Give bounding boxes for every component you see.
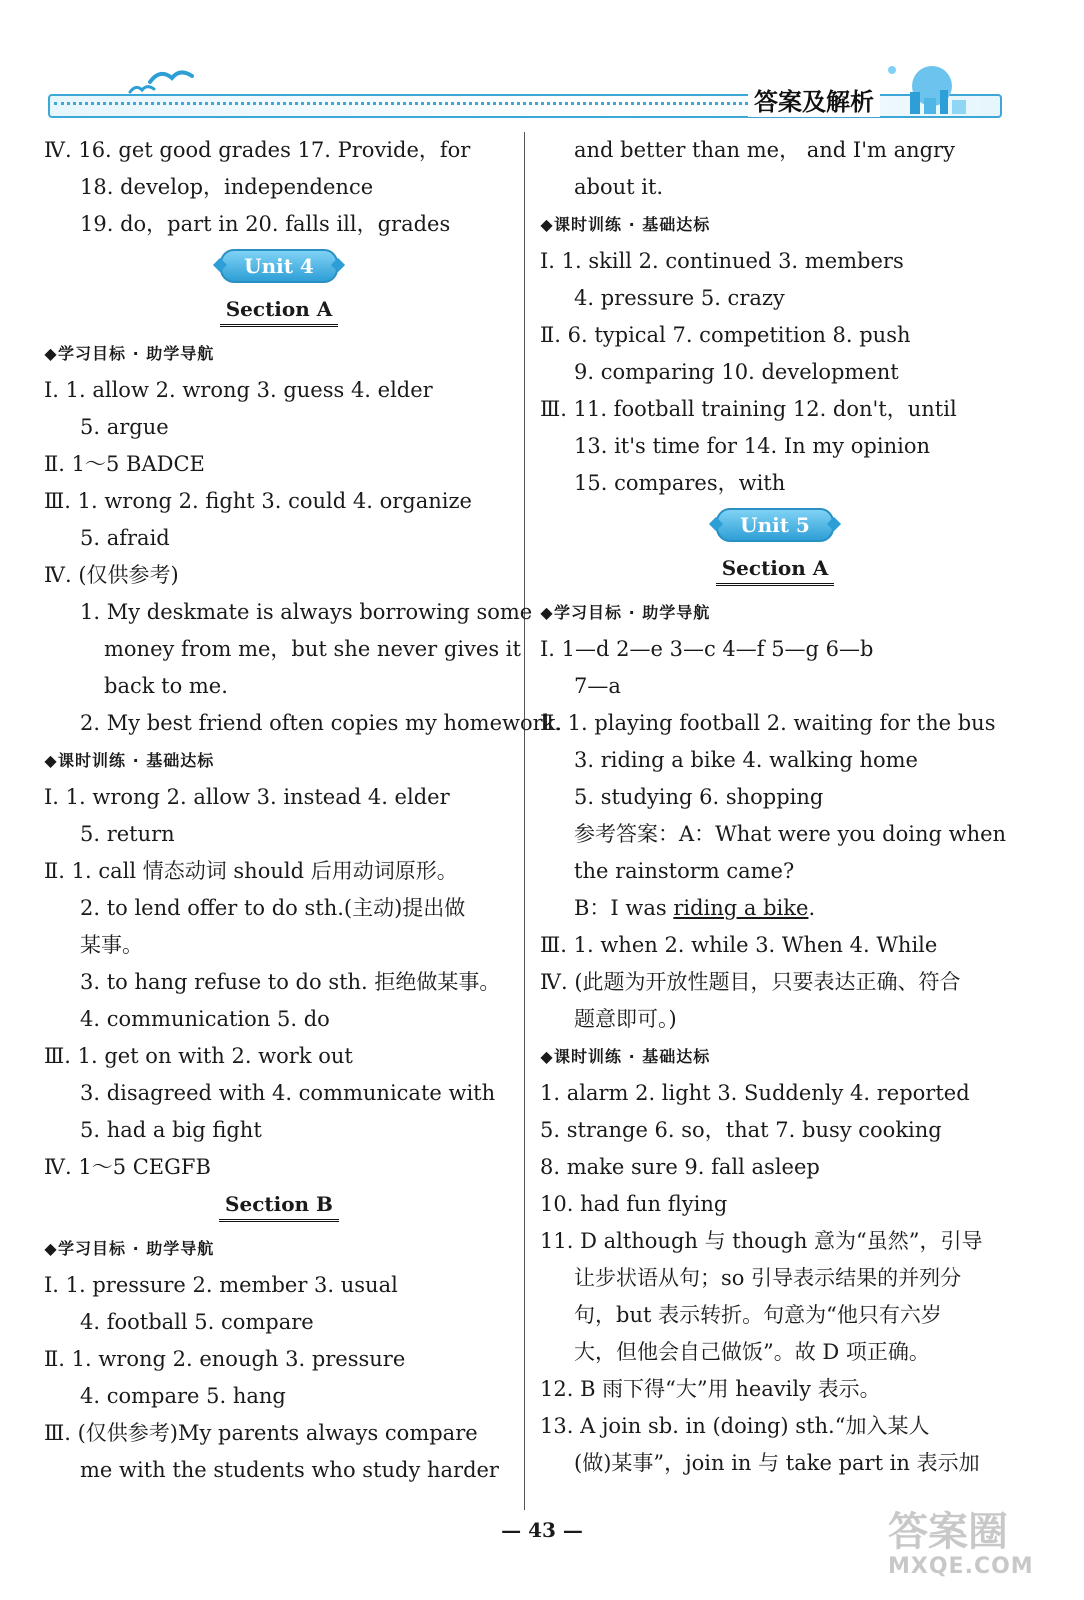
section-label: Section A [716,553,835,586]
section-heading [44,291,514,335]
answer-line: 2. to lend offer to do sth.(主动)提出做 [80,896,466,920]
answer-line: 大，但他会自己做饭”。故 D 项正确。 [574,1340,930,1364]
subsection-label: 学习目标 · 助学导航 [58,1239,215,1258]
left-column [44,132,563,1489]
answer-line: 18. develop，independence [80,175,374,199]
answer-line: Ⅲ. 1. when 2. while 3. When 4. While [540,933,938,957]
answer-line: Ⅰ. 1. allow 2. wrong 3. guess 4. elder [44,378,433,402]
answer-line: 13. it's time for 14. In my opinion [574,434,930,458]
answer-line: the rainstorm came? [574,859,795,883]
answer-line: 3. to hang refuse to do sth. 拒绝做某事。 [80,970,501,994]
answer-line: 4. football 5. compare [80,1310,314,1334]
globe-city-decoration-icon [870,60,1000,120]
subsection-heading [540,1038,1010,1075]
answer-line: Ⅱ. 6. typical 7. competition 8. push [540,323,911,347]
answer-line: 5. strange 6. so，that 7. busy cooking [540,1118,942,1142]
answer-line: Ⅱ. 1. playing football 2. waiting for the bus [540,711,996,735]
section-label: Section B [219,1189,339,1222]
section-heading [540,550,1010,594]
answer-line: 15. compares，with [574,471,786,495]
answer-line: about it. [574,175,664,199]
answer-line: 12. B 雨下得“大”用 heavily 表示。 [540,1377,881,1401]
answer-line: 7—a [574,674,621,698]
answer-line: Ⅲ. 1. get on with 2. work out [44,1044,353,1068]
answer-line: 3. disagreed with 4. communicate with [80,1081,496,1105]
diamond-bullet-icon: ◆ [44,751,58,770]
answer-line: 1. My deskmate is always borrowing some [80,600,533,624]
line-text: B：I was [574,896,674,920]
answer-line: back to me. [104,674,228,698]
answer-line: 参考答案：A：What were you doing when [574,822,1007,846]
answer-line: 4. pressure 5. crazy [574,286,785,310]
column-divider [524,132,525,1510]
answer-line: Ⅰ. 1. skill 2. continued 3. members [540,249,904,273]
answer-line: Ⅲ. 1. wrong 2. fight 3. could 4. organize [44,489,472,513]
unit-label: Unit 4 [220,249,338,283]
answer-line: Ⅲ. (仅供参考)My parents always compare [44,1421,478,1445]
header-dotted-line [54,102,754,107]
subsection-heading [44,335,514,372]
answer-line: 9. comparing 10. development [574,360,899,384]
line-text: . [808,896,816,920]
answer-line: 10. had fun flying [540,1192,728,1216]
subsection-label: 学习目标 · 助学导航 [58,344,215,363]
answer-line: 4. communication 5. do [80,1007,330,1031]
answer-line: 13. A join sb. in (doing) sth.“加入某人 [540,1414,930,1438]
answer-line: 4. compare 5. hang [80,1384,286,1408]
diamond-bullet-icon: ◆ [540,1047,554,1066]
answer-line: Ⅳ. (仅供参考) [44,563,179,587]
answer-line: 5. argue [80,415,169,439]
header-title: 答案及解析 [748,82,880,117]
answer-line: 5. studying 6. shopping [574,785,824,809]
diamond-bullet-icon: ◆ [44,1239,58,1258]
subsection-heading [540,206,1010,243]
answer-line: 11. D although 与 though 意为“虽然”，引导 [540,1229,983,1253]
subsection-label: 学习目标 · 助学导航 [554,603,711,622]
answer-line: 句，but 表示转折。句意为“他只有六岁 [574,1303,942,1327]
answer-line: Ⅲ. 11. football training 12. don't，until [540,397,957,421]
answer-line: 某事。 [80,933,143,957]
answer-line: Ⅰ. 1. pressure 2. member 3. usual [44,1273,398,1297]
answer-line: Ⅳ. 1～5 CEGFB [44,1155,211,1179]
subsection-label: 课时训练 · 基础达标 [554,1047,711,1066]
diamond-bullet-icon: ◆ [44,344,58,363]
watermark-site: MXQE.COM [888,1554,1034,1579]
answer-line: 8. make sure 9. fall asleep [540,1155,820,1179]
answer-line: Ⅱ. 1. call 情态动词 should 后用动词原形。 [44,859,458,883]
answer-line: Ⅱ. 1. wrong 2. enough 3. pressure [44,1347,406,1371]
answer-line: and better than me， and I'm angry [574,138,955,162]
page-header [40,60,1000,130]
answer-line: me with the students who study harder [80,1458,499,1482]
watermark [888,1510,1078,1590]
subsection-heading [44,1230,514,1267]
answer-line: Ⅱ. 1～5 BADCE [44,452,205,476]
right-column [540,132,1010,1482]
subsection-label: 课时训练 · 基础达标 [554,215,711,234]
answer-line: 19. do，part in 20. falls ill，grades [80,212,451,236]
unit-banner [44,243,514,291]
answer-line: 1. alarm 2. light 3. Suddenly 4. reported [540,1081,970,1105]
answer-line: 题意即可。) [574,1007,677,1031]
diamond-bullet-icon: ◆ [540,215,554,234]
diamond-bullet-icon: ◆ [540,603,554,622]
answer-line: 5. had a big fight [80,1118,262,1142]
answer-line: 2. My best friend often copies my homework. [80,711,563,735]
subsection-heading [540,594,1010,631]
unit-label: Unit 5 [716,508,834,542]
unit-banner [540,502,1010,550]
answer-line [540,890,1010,927]
answer-line: Ⅰ. 1. wrong 2. allow 3. instead 4. elder [44,785,450,809]
underlined-text: riding a bike [673,896,809,920]
answer-line: 让步状语从句；so 引导表示结果的并列分 [574,1266,962,1290]
answer-line: Ⅳ. (此题为开放性题目，只要表达正确、符合 [540,970,961,994]
answer-line: Ⅰ. 1—d 2—e 3—c 4—f 5—g 6—b [540,637,874,661]
answer-line: 5. afraid [80,526,170,550]
answer-line: 5. return [80,822,175,846]
answer-line: 3. riding a bike 4. walking home [574,748,918,772]
section-label: Section A [220,294,339,327]
answer-line: (做)某事”，join in 与 take part in 表示加 [574,1451,980,1475]
answer-line: Ⅳ. 16. get good grades 17. Provide，for [44,138,471,162]
answer-line: money from me，but she never gives it [104,637,521,661]
subsection-label: 课时训练 · 基础达标 [58,751,215,770]
subsection-heading [44,742,514,779]
watermark-logo: 答案圈 [888,1509,1008,1555]
page-number: — 43 — [501,1518,583,1542]
section-heading [44,1186,514,1230]
